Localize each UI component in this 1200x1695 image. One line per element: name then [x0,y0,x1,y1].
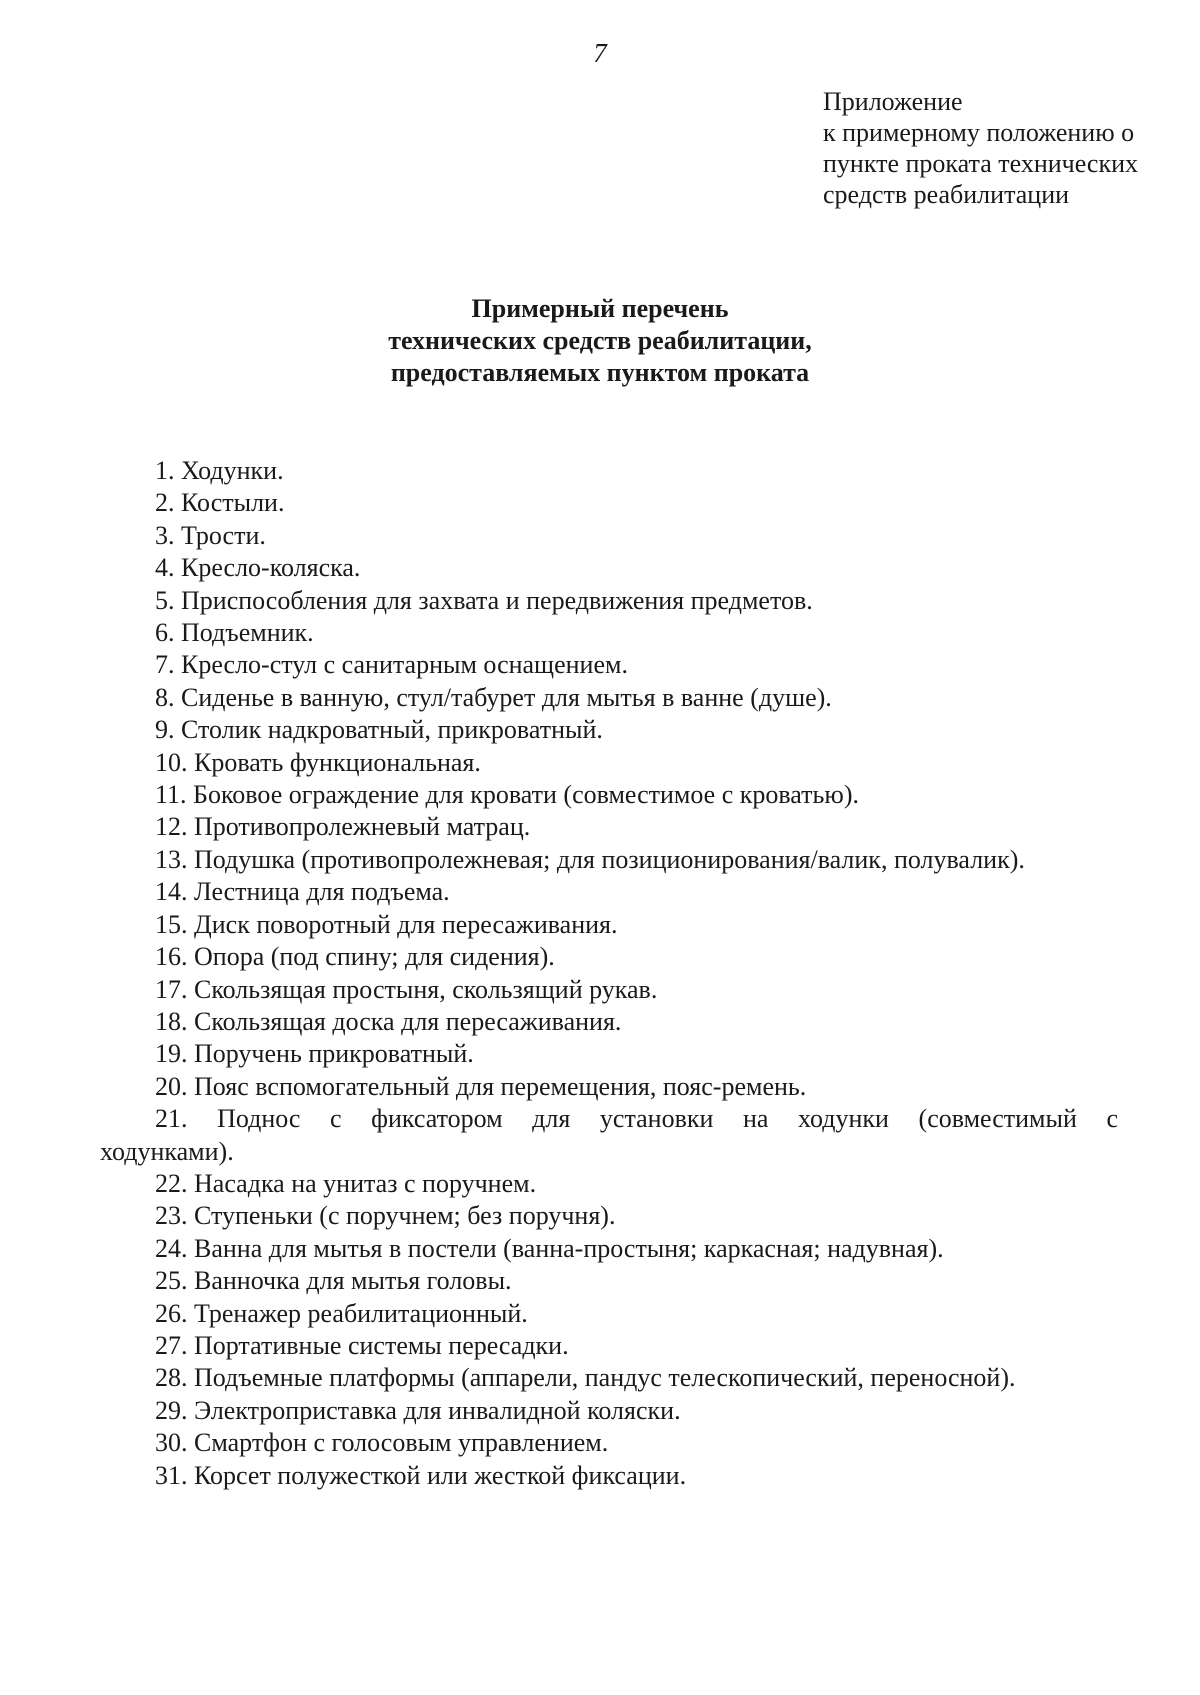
page-number: 7 [593,38,607,68]
list-item: 30. Смартфон с голосовым управлением. [155,1428,609,1458]
list-item: 26. Тренажер реабилитационный. [155,1298,528,1328]
list-item: 18. Скользящая доска для пересаживания. [155,1006,622,1036]
list-item: 17. Скользящая простыня, скользящий рукав. [155,974,658,1004]
list-item: 4. Кресло-коляска. [155,553,361,583]
list-item: 1. Ходунки. [155,456,284,485]
equipment-list [100,455,1118,1492]
list-item: 10. Кровать функциональная. [155,747,481,777]
list-item: 11. Боковое ограждение для кровати (совместимое с кроватью). [155,780,859,810]
list-item: 16. Опора (под спину; для сидения). [155,942,555,972]
appendix-line: средств реабилитации [823,180,1070,209]
list-item: 20. Пояс вспомогательный для перемещения, пояс-ремень. [155,1071,807,1101]
list-item: 28. Подъемные платформы (аппарели, пандус телескопический, переносной). [155,1363,1016,1393]
list-item: 14. Лестница для подъема. [155,877,450,907]
list-item: 22. Насадка на унитаз с поручнем. [155,1168,537,1198]
list-item: 29. Электроприставка для инвалидной коляски. [155,1395,681,1425]
document-title [0,293,1200,389]
list-item: 3. Трости. [155,520,266,550]
list-item: 24. Ванна для мытья в постели (ванна-простыня; каркасная; надувная). [155,1233,944,1263]
list-item: 8. Сиденье в ванную, стул/табурет для мытья в ванне (душе). [155,682,832,712]
list-item: 31. Корсет полужесткой или жесткой фиксации. [155,1460,687,1490]
list-item: 6. Подъемник. [155,618,314,648]
list-item: 2. Костыли. [155,488,285,518]
list-item: 5. Приспособления для захвата и передвижения предметов. [155,585,813,615]
list-item: 7. Кресло-стул с санитарным оснащением. [155,650,628,680]
list-item: 19. Поручень прикроватный. [155,1039,474,1069]
list-item: 21. Поднос с фиксатором для установки на ходунки (совместимый с ходунками). [100,1104,1118,1166]
appendix-line: к примерному положению о [823,118,1135,147]
list-item: 27. Портативные системы пересадки. [155,1330,569,1360]
list-item: 25. Ванночка для мытья головы. [155,1266,512,1296]
appendix-line: Приложение [823,87,963,116]
title-line: технических средств реабилитации, [388,326,812,355]
appendix-line: пункте проката технических [823,149,1138,178]
appendix-note [823,86,1183,210]
list-item: 12. Противопролежневый матрац. [155,812,531,842]
list-item: 15. Диск поворотный для пересаживания. [155,909,618,939]
list-item: 23. Ступеньки (с поручнем; без поручня). [155,1201,616,1231]
list-item: 9. Столик надкроватный, прикроватный. [155,715,603,745]
title-line: предоставляемых пунктом проката [390,358,810,387]
list-item: 13. Подушка (противопролежневая; для позиционирования/валик, полувалик). [155,844,1025,874]
title-line: Примерный перечень [471,294,729,323]
